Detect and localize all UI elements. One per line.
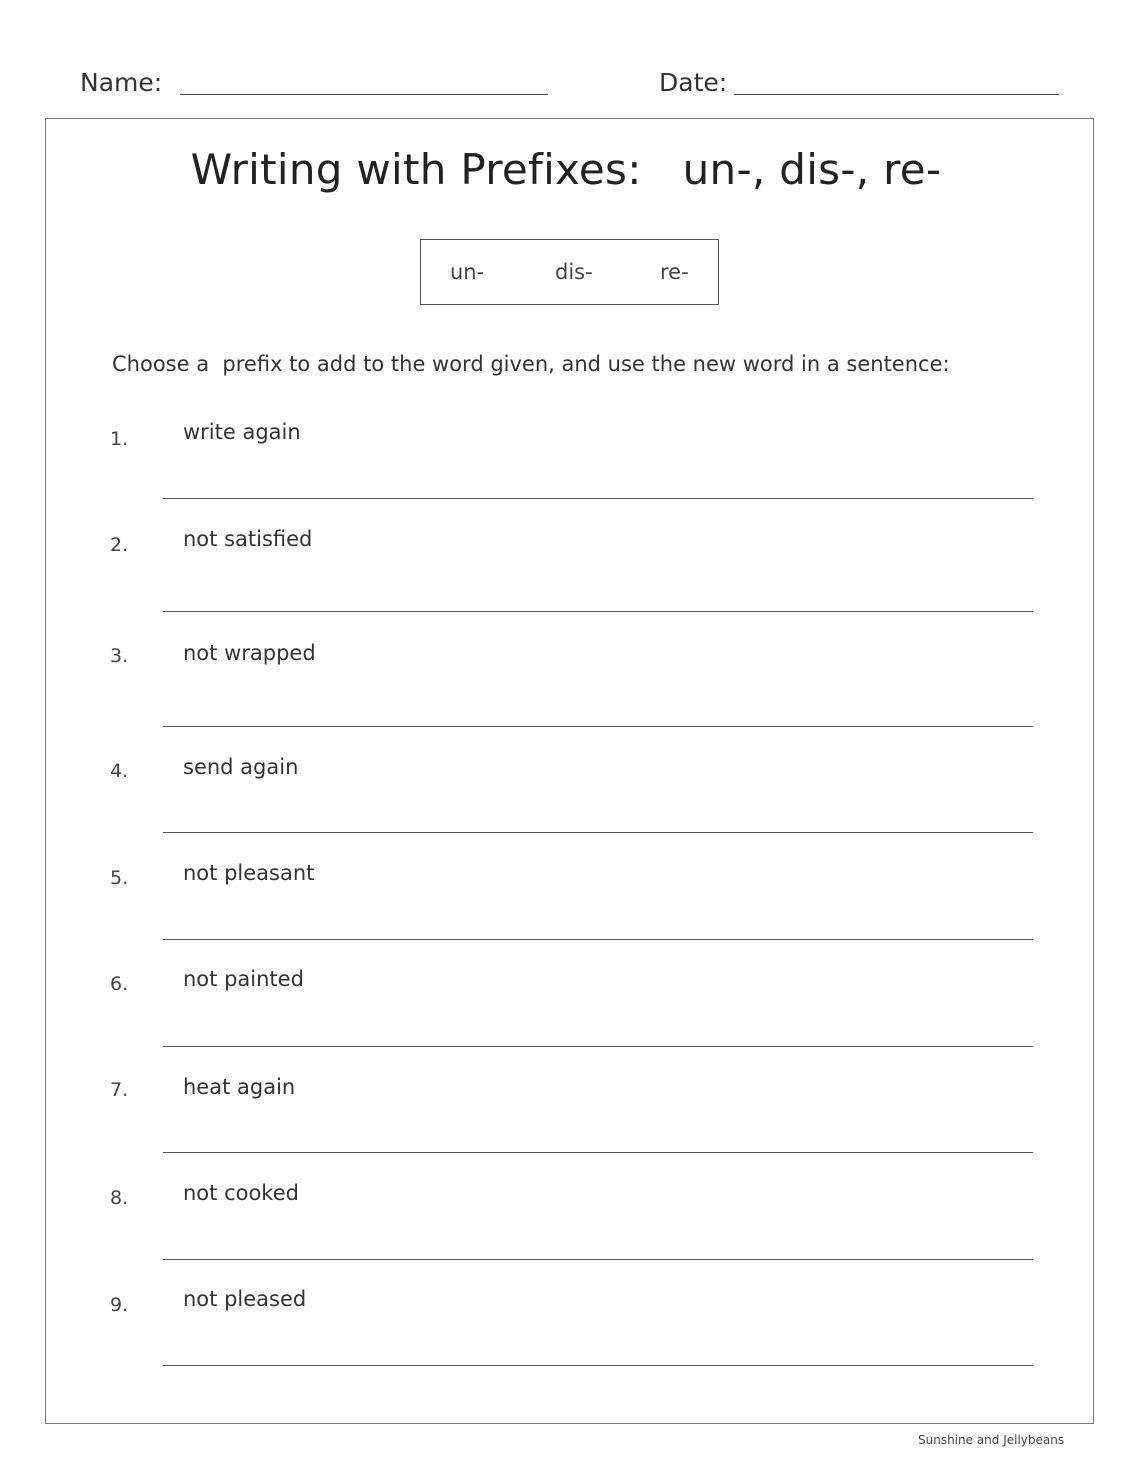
item-number: 6. — [110, 973, 129, 995]
item-word: not painted — [183, 967, 304, 991]
item-word: not satisfied — [183, 527, 313, 551]
name-field[interactable] — [180, 94, 548, 95]
item-number: 2. — [110, 534, 129, 556]
prefix-un: un- — [450, 260, 485, 284]
worksheet-title: Writing with Prefixes: un-, dis-, re- — [190, 145, 942, 194]
item-word: send again — [183, 755, 299, 779]
answer-line[interactable] — [163, 1152, 1033, 1153]
answer-line[interactable] — [163, 832, 1033, 833]
item-number: 7. — [110, 1079, 129, 1101]
item-number: 1. — [110, 428, 129, 450]
date-field[interactable] — [734, 94, 1059, 95]
answer-line[interactable] — [163, 726, 1033, 727]
prefix-dis: dis- — [555, 260, 593, 284]
item-word: not pleased — [183, 1287, 307, 1311]
answer-line[interactable] — [163, 1046, 1033, 1047]
item-number: 5. — [110, 867, 129, 889]
item-word: write again — [183, 420, 301, 444]
item-number: 9. — [110, 1294, 129, 1316]
answer-line[interactable] — [163, 611, 1033, 612]
instructions: Choose a prefix to add to the word given, and use the new word in a sentence: — [112, 352, 950, 376]
answer-line[interactable] — [163, 1259, 1033, 1260]
item-word: heat again — [183, 1075, 296, 1099]
item-word: not cooked — [183, 1181, 299, 1205]
item-number: 4. — [110, 760, 129, 782]
answer-line[interactable] — [163, 498, 1033, 499]
item-word: not pleasant — [183, 861, 315, 885]
prefix-re: re- — [660, 260, 689, 284]
item-number: 3. — [110, 645, 129, 667]
answer-line[interactable] — [163, 1365, 1033, 1366]
item-word: not wrapped — [183, 641, 316, 665]
name-label: Name: — [80, 68, 163, 97]
item-number: 8. — [110, 1187, 129, 1209]
answer-line[interactable] — [163, 939, 1033, 940]
date-label: Date: — [659, 68, 728, 97]
credit-text: Sunshine and Jellybeans — [918, 1433, 1065, 1447]
